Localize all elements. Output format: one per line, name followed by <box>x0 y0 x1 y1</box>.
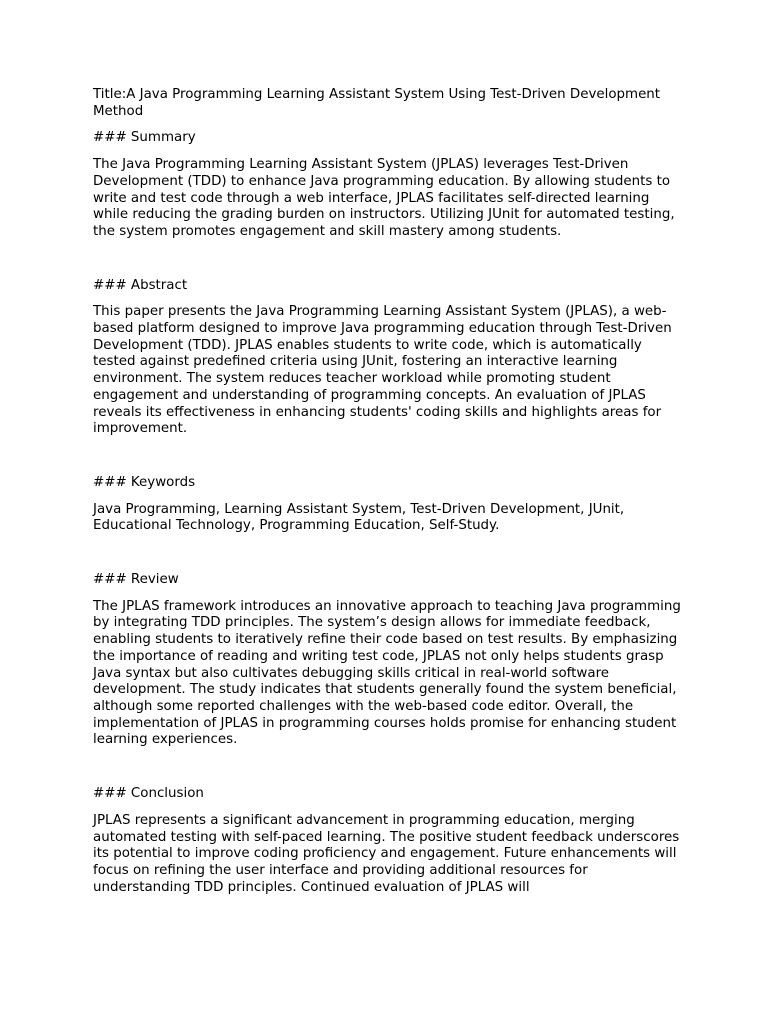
section-spacer <box>93 251 683 278</box>
section-body-summary: The Java Programming Learning Assistant System (JPLAS) leverages Test-Driven Development (TDD) to enhance Java programming education. By allowing students to write and test code through a web interface, JPLAS facilitates self-directed learning while reducing the grading burden on instructors. Utilizing JUnit for automated testing, the system promotes engagement and skill mastery among students. <box>93 157 675 239</box>
section-heading-abstract: ### Abstract <box>93 277 188 293</box>
section-heading-summary: ### Summary <box>93 130 196 146</box>
section-spacer <box>93 759 683 786</box>
section-spacer <box>93 545 683 572</box>
section-body-keywords: Java Programming, Learning Assistant System, Test-Driven Development, JUnit, Educational Technology, Programming Education, Self-Study. <box>93 501 625 534</box>
section-body-conclusion: JPLAS represents a significant advancement in programming education, merging automated testing with self-paced learning. The positive student feedback underscores its potential to improve coding proficiency and engagement. Future enhancements will focus on refining the user interface and providing additional resources for understanding TDD principles. Continued evaluation of JPLAS will <box>93 812 680 895</box>
document-title: Title:A Java Programming Learning Assistant System Using Test-Driven Development Method <box>93 87 661 119</box>
document-page <box>93 87 683 906</box>
section-heading-keywords: ### Keywords <box>93 474 196 490</box>
section-heading-review: ### Review <box>93 572 179 588</box>
section-spacer <box>93 448 683 475</box>
section-heading-conclusion: ### Conclusion <box>93 786 204 802</box>
section-body-review: The JPLAS framework introduces an innovative approach to teaching Java programming by integrating TDD principles. The system’s design allows for immediate feedback, enabling students to iteratively refine their code based on test results. By emphasizing the importance of reading and writing test code, JPLAS not only helps students grasp Java syntax but also cultivates debugging skills critical in real-world software development. The study indicates that students generally found the system beneficial, although some reported challenges with the web-based code editor. Overall, the implementation of JPLAS in programming courses holds promise for enhancing student learning experiences. <box>93 598 681 748</box>
section-body-abstract: This paper presents the Java Programming Learning Assistant System (JPLAS), a web-based platform designed to improve Java programming education through Test-Driven Development (TDD). JPLAS enables students to write code, which is automatically tested against predefined criteria using JUnit, fostering an interactive learning environment. The system reduces teacher workload while promoting student engagement and understanding of programming concepts. An evaluation of JPLAS reveals its effectiveness in enhancing students' coding skills and highlights areas for improvement. <box>93 304 672 437</box>
